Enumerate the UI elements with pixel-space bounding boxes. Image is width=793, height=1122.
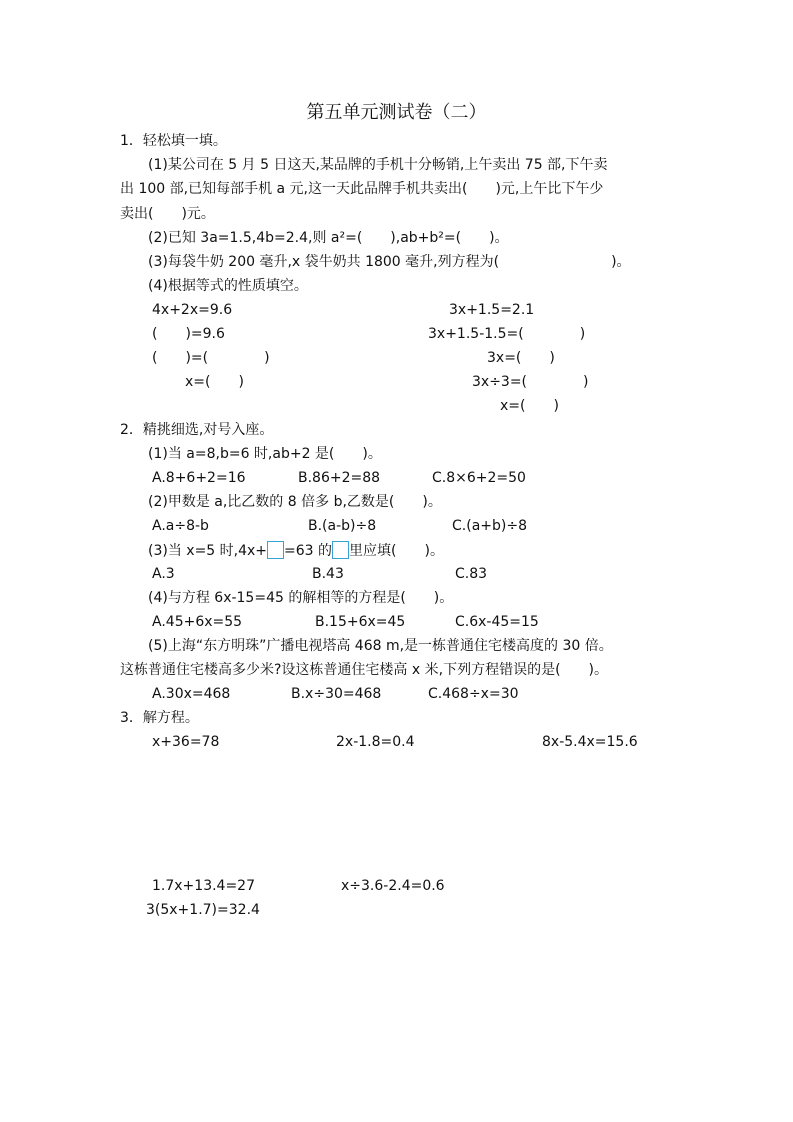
q1-left-step4: x=( )	[185, 374, 244, 390]
q2-s5-line1: (5)上海“东方明珠”广播电视塔高 468 m,是一栋普通住宅楼高度的 30 倍。	[148, 638, 613, 654]
q1-right-step5: x=( )	[500, 398, 559, 414]
q1-right-step2: 3x+1.5-1.5=( )	[428, 326, 586, 342]
q3-equation-6: 3(5x+1.7)=32.4	[146, 902, 260, 918]
q2-s5-option-b: B.x÷30=468	[291, 686, 382, 702]
q1-p1-line2: 出 100 部,已知每部手机 a 元,这一天此品牌手机共卖出( )元,上午比下午少	[120, 181, 604, 197]
q2-s3-text-c: 里应填( )。	[349, 543, 444, 559]
q2-heading: 2．精挑细选,对号入座。	[120, 422, 274, 438]
q1-right-step1: 3x+1.5=2.1	[449, 302, 535, 318]
answer-box	[267, 541, 284, 559]
q3-equation-5: x÷3.6-2.4=0.6	[341, 878, 445, 894]
q2-s5-option-c: C.468÷x=30	[428, 686, 519, 702]
q1-left-step2: ( )=9.6	[152, 326, 225, 342]
q2-s2: (2)甲数是 a,比乙数的 8 倍多 b,乙数是( )。	[148, 494, 442, 510]
q2-s3-text-a: (3)当 x=5 时,4x+	[148, 543, 268, 559]
q2-s5-option-a: A.30x=468	[152, 686, 231, 702]
q3-equation-4: 1.7x+13.4=27	[152, 878, 255, 894]
q1-left-step3: ( )=( )	[152, 350, 270, 366]
q3-equation-3: 8x-5.4x=15.6	[542, 734, 638, 750]
q2-s4-option-c: C.6x-45=15	[455, 614, 539, 630]
q2-s3-option-c: C.83	[455, 566, 488, 582]
q2-s1-option-a: A.8+6+2=16	[152, 470, 246, 486]
q2-s2-option-b: B.(a-b)÷8	[308, 518, 377, 534]
q1-left-step1: 4x+2x=9.6	[152, 302, 233, 318]
q3-heading: 3．解方程。	[120, 710, 199, 726]
page-title: 第五单元测试卷（二）	[306, 102, 487, 123]
q2-s3-option-b: B.43	[312, 566, 344, 582]
q2-s2-option-c: C.(a+b)÷8	[452, 518, 527, 534]
q1-heading: 1．轻松填一填。	[120, 133, 227, 149]
q2-s4: (4)与方程 6x-15=45 的解相等的方程是( )。	[148, 590, 454, 606]
q1-p1-line1: (1)某公司在 5 月 5 日这天,某品牌的手机十分畅销,上午卖出 75 部,下午卖	[148, 157, 608, 173]
q1-p2: (2)已知 3a=1.5,4b=2.4,则 a²=( ),ab+b²=( )。	[148, 230, 509, 246]
q1-right-step3: 3x=( )	[487, 350, 555, 366]
q3-equation-1: x+36=78	[152, 734, 220, 750]
q2-s3-text-b: =63 的	[284, 543, 333, 559]
q2-s4-option-b: B.15+6x=45	[315, 614, 406, 630]
q1-p3: (3)每袋牛奶 200 毫升,x 袋牛奶共 1800 毫升,列方程为( )。	[148, 254, 631, 270]
q2-s2-option-a: A.a÷8-b	[152, 518, 209, 534]
q1-right-step4: 3x÷3=( )	[472, 374, 589, 390]
answer-box	[332, 541, 349, 559]
q2-s1-option-b: B.86+2=88	[298, 470, 381, 486]
q3-equation-2: 2x-1.8=0.4	[336, 734, 415, 750]
q2-s5-line2: 这栋普通住宅楼高多少米?设这栋普通住宅楼高 x 米,下列方程错误的是( )。	[120, 662, 608, 678]
q2-s3	[148, 541, 444, 560]
q2-s1-option-c: C.8×6+2=50	[432, 470, 526, 486]
q1-p4: (4)根据等式的性质填空。	[148, 278, 308, 294]
q2-s4-option-a: A.45+6x=55	[152, 614, 243, 630]
q1-p1-line3: 卖出( )元。	[120, 206, 215, 222]
q2-s3-option-a: A.3	[152, 566, 175, 582]
q2-s1: (1)当 a=8,b=6 时,ab+2 是( )。	[148, 446, 382, 462]
